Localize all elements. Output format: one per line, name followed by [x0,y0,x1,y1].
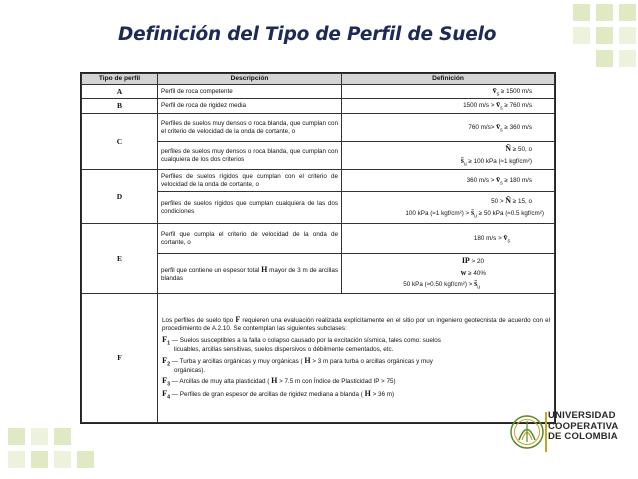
subclass-f1: $F_1$ — Suelos susceptibles a la falla o colapso causado por la excitación sísmica, tales como: suelos [162,333,441,346]
decor-square [77,451,94,468]
desc-a: Perfil de roca competente [158,85,342,99]
tipo-d: D [82,170,158,224]
soil-profile-table [80,72,556,424]
decor-square [619,27,636,44]
decor-square [8,428,25,445]
tipo-f: F [82,294,158,423]
header-definicion: Definición [342,74,555,85]
decor-square [31,428,48,445]
def-e-1: 180 $m/s > v̄_s$ [342,224,555,254]
decor-square [54,451,71,468]
decor-square [31,451,48,468]
subclass-f3: $F_3$ — Arcillas de muy alta plasticidad ( H > 7.5 m con Índice de Plasticidad IP > 75) [162,375,396,388]
header-descripcion: Descripción [158,74,342,85]
decor-square [573,27,590,44]
header-tipo: Tipo de perfil [82,74,158,85]
decor-square [54,428,71,445]
def-d-2: 50 > N̄ ≥ 15, o 100 kPa (≈1 $kgf/cm^2) > s̄_u \ge 50$ kPa (≈0.5 kgf/cm²) [342,192,555,224]
desc-e-2: perfil que contiene un espesor total H mayor de 3 m de arcillas blandas [158,254,342,294]
desc-d-1: Perfiles de suelos rígidos que cumplan con el criterio de velocidad de la onda de cortante, o [158,170,342,192]
university-name [548,411,618,443]
desc-c-1: Perfiles de suelos muy densos o roca blanda, que cumplan con el criterio de velocidad de la onda de cortante, o [158,114,342,142]
tipo-c: C [82,114,158,170]
slide-title: Definición del Tipo de Perfil de Suelo [118,24,497,45]
def-d-1: 360 $m/s > v̄_s \ge 180$ m/s [342,170,555,192]
def-a: $v̄_s \ge 1500$ m/s [342,85,555,99]
def-c-2: N̄ ≥ 50, o $s̄_u \ge 100$ kPa (≈1 kgf/cm²) [342,142,555,170]
desc-e-1: Perfil que cumpla el criterio de velocidad de la onda de cortante, o [158,224,342,254]
decor-square [596,4,613,21]
logo-line-2: COOPERATIVA [548,420,619,432]
tipo-b: B [82,99,158,114]
decor-square [8,451,25,468]
logo-line-3: DE COLOMBIA [548,431,618,443]
subclass-f4: $F_4$ — Perfiles de gran espesor de arcillas de rigidez mediana a blanda ( H > 36 m) [162,388,395,401]
desc-f: Los perfiles de suelo tipo F requieren una evaluación realizada explícitamente en el sitio por un ingeniero geotecnista de acuerdo con el procedimiento de A.2.10. Se contemplan las siguientes subclases: $F_1$ — Suelos susceptibles a la falla o colapso causado por la excitación sísmica, tales como: suelos licuables, arcillas sensitivas, suelos dispersivos o débilmente cementados, etc. $F_2$ — Turba y arcillas orgánicas y muy orgánicas ( H > 3 m para turba o arcillas orgánicas y muy orgánicas). $F_3$ — Arcillas de muy alta plasticidad ( H > 7.5 m con Índice de Plasticidad IP > 75) $F_4$ — Perfiles de gran espesor de arcillas de rigidez mediana a blanda ( H > 36 m) [158,294,555,423]
logo-line-1: UNIVERSIDAD [548,410,616,421]
def-b: 1500 $m/s > v̄_s \ge 760$ m/s [342,99,555,114]
decor-square [619,50,636,67]
subclass-f2: $F_2$ — Turba y arcillas orgánicas y muy orgánicas ( H > 3 m para turba o arcillas orgánicas y muy [162,354,433,367]
decor-square [573,4,590,21]
tipo-a: A [82,85,158,99]
desc-b: Perfil de roca de rigidez media [158,99,342,114]
tipo-e: E [82,224,158,294]
decor-square [596,27,613,44]
decor-square [619,4,636,21]
def-e-2: IP > 20 w ≥ 40% 50 kPa (≈0.50 $kgf/cm^2) > s̄_u$ [342,254,555,294]
desc-d-2: perfiles de suelos rígidos que cumplan cualquiera de las dos condiciones [158,192,342,224]
def-c-1: 760 $m/s> v̄_s \ge 360$ m/s [342,114,555,142]
decor-square [596,50,613,67]
desc-c-2: perfiles de suelos muy densos o roca blanda, que cumplan con cualquiera de los dos criterios [158,142,342,170]
